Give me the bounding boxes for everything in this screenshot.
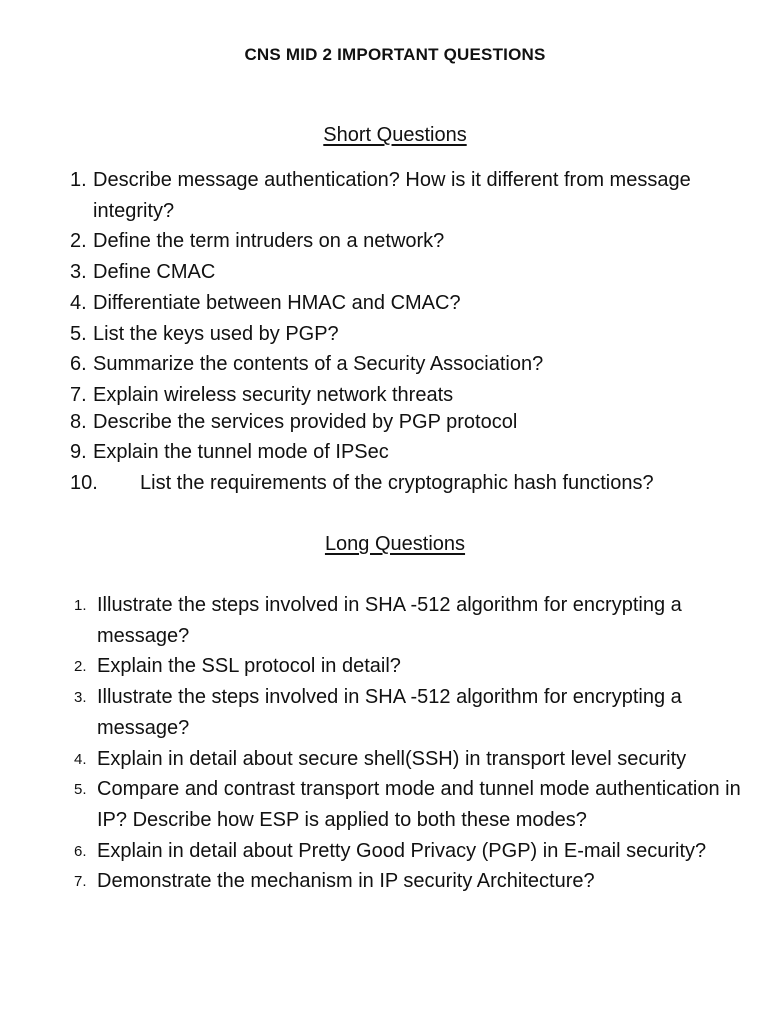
question-text: Explain wireless security network threats bbox=[93, 383, 454, 406]
long-questions-heading: Long Questions bbox=[324, 533, 466, 555]
long-questions-list bbox=[74, 590, 764, 897]
question-text: Demonstrate the mechanism in IP security Architecture? bbox=[97, 870, 595, 893]
question-number: 2. bbox=[70, 230, 87, 253]
question-text: Explain the SSL protocol in detail? bbox=[97, 655, 401, 678]
question-number: 7. bbox=[70, 383, 87, 406]
question-text: Summarize the contents of a Security Association? bbox=[93, 353, 544, 376]
question-text: Define the term intruders on a network? bbox=[93, 230, 445, 253]
question-text: Explain the tunnel mode of IPSec bbox=[93, 441, 389, 464]
question-number: 5. bbox=[70, 322, 87, 345]
short-question-item bbox=[70, 407, 760, 438]
question-number: 6. bbox=[74, 842, 87, 860]
question-text: Explain in detail about secure shell(SSH) in transport level security bbox=[97, 747, 687, 770]
long-question-item bbox=[74, 866, 764, 897]
question-number: 7. bbox=[74, 873, 87, 891]
long-question-item bbox=[74, 774, 764, 835]
question-text: Describe the services provided by PGP protocol bbox=[93, 410, 518, 433]
short-questions-list bbox=[70, 165, 760, 499]
question-text: Describe message authentication? How is it different from message integrity? bbox=[93, 169, 691, 222]
short-question-item bbox=[70, 468, 760, 499]
short-question-item bbox=[70, 288, 760, 319]
short-question-item bbox=[70, 319, 760, 350]
long-question-item bbox=[74, 836, 764, 867]
question-number: 10. bbox=[70, 472, 98, 495]
question-text: List the keys used by PGP? bbox=[93, 322, 339, 345]
question-number: 9. bbox=[70, 441, 87, 464]
short-questions-heading: Short Questions bbox=[323, 124, 467, 146]
question-number: 4. bbox=[74, 750, 87, 768]
question-number: 2. bbox=[74, 658, 87, 676]
question-number: 1. bbox=[70, 169, 87, 191]
short-question-item bbox=[70, 437, 760, 468]
long-question-item bbox=[74, 651, 764, 682]
short-question-item bbox=[70, 257, 760, 288]
question-number: 3. bbox=[70, 261, 87, 284]
question-text: Differentiate between HMAC and CMAC? bbox=[93, 291, 461, 314]
question-text: Illustrate the steps involved in SHA -512 algorithm for encrypting a message? bbox=[97, 594, 682, 647]
long-question-item bbox=[74, 590, 764, 651]
question-number: 5. bbox=[74, 781, 87, 799]
long-question-item bbox=[74, 682, 764, 743]
question-text: List the requirements of the cryptographic hash functions? bbox=[140, 472, 654, 495]
question-number: 8. bbox=[70, 410, 87, 433]
question-number: 3. bbox=[74, 689, 87, 707]
question-text: Illustrate the steps involved in SHA -512 algorithm for encrypting a message? bbox=[97, 686, 682, 739]
question-text: Define CMAC bbox=[93, 261, 216, 284]
long-question-item bbox=[74, 744, 764, 775]
question-number: 6. bbox=[70, 353, 87, 376]
document-title: CNS MID 2 IMPORTANT QUESTIONS bbox=[244, 45, 546, 64]
question-text: Explain in detail about Pretty Good Privacy (PGP) in E-mail security? bbox=[97, 839, 707, 862]
short-question-item bbox=[70, 349, 760, 380]
question-text: Compare and contrast transport mode and tunnel mode authentication in IP? Describe how ESP is applied to both these modes? bbox=[97, 778, 741, 831]
question-number: 4. bbox=[70, 291, 87, 314]
short-question-item bbox=[70, 165, 760, 226]
short-question-item bbox=[70, 226, 760, 257]
question-number: 1. bbox=[74, 597, 87, 614]
